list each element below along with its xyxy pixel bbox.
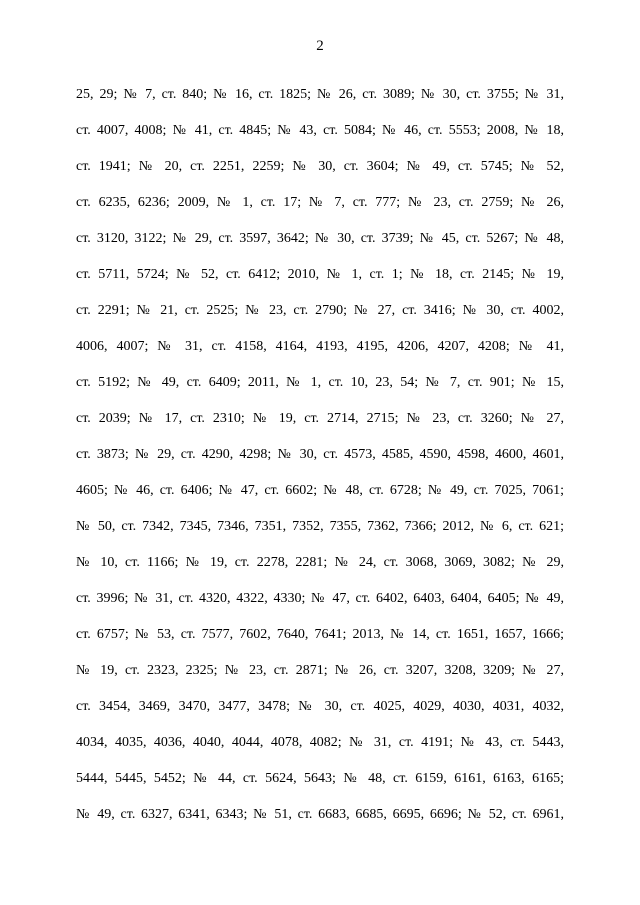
text-line: 4034, 4035, 4036, 4040, 4044, 4078, 4082; № 31, ст. 4191; № 43, ст. 5443, (76, 735, 564, 750)
text-line: № 19, ст. 2323, 2325; № 23, ст. 2871; № 26, ст. 3207, 3208, 3209; № 27, (76, 663, 564, 678)
body-text (76, 77, 564, 833)
text-line: 4605; № 46, ст. 6406; № 47, ст. 6602; № 48, ст. 6728; № 49, ст. 7025, 7061; (76, 483, 564, 498)
text-line: ст. 1941; № 20, ст. 2251, 2259; № 30, ст. 3604; № 49, ст. 5745; № 52, (76, 159, 564, 174)
text-line: ст. 2039; № 17, ст. 2310; № 19, ст. 2714, 2715; № 23, ст. 3260; № 27, (76, 411, 564, 426)
text-line: ст. 3120, 3122; № 29, ст. 3597, 3642; № 30, ст. 3739; № 45, ст. 5267; № 48, (76, 231, 564, 246)
page-number: 2 (316, 38, 324, 54)
text-line: 4006, 4007; № 31, ст. 4158, 4164, 4193, 4195, 4206, 4207, 4208; № 41, (76, 339, 564, 354)
text-line: ст. 6235, 6236; 2009, № 1, ст. 17; № 7, ст. 777; № 23, ст. 2759; № 26, (76, 195, 564, 210)
text-line: № 10, ст. 1166; № 19, ст. 2278, 2281; № 24, ст. 3068, 3069, 3082; № 29, (76, 555, 564, 570)
text-line: ст. 2291; № 21, ст. 2525; № 23, ст. 2790; № 27, ст. 3416; № 30, ст. 4002, (76, 303, 564, 318)
text-line: № 49, ст. 6327, 6341, 6343; № 51, ст. 6683, 6685, 6695, 6696; № 52, ст. 6961, (76, 807, 564, 822)
text-line: ст. 5711, 5724; № 52, ст. 6412; 2010, № 1, ст. 1; № 18, ст. 2145; № 19, (76, 267, 564, 282)
text-line: 25, 29; № 7, ст. 840; № 16, ст. 1825; № 26, ст. 3089; № 30, ст. 3755; № 31, (76, 87, 564, 102)
text-line: ст. 6757; № 53, ст. 7577, 7602, 7640, 7641; 2013, № 14, ст. 1651, 1657, 1666; (76, 627, 564, 642)
text-line: ст. 3996; № 31, ст. 4320, 4322, 4330; № 47, ст. 6402, 6403, 6404, 6405; № 49, (76, 591, 564, 606)
text-line: ст. 3454, 3469, 3470, 3477, 3478; № 30, ст. 4025, 4029, 4030, 4031, 4032, (76, 699, 564, 714)
text-line: ст. 5192; № 49, ст. 6409; 2011, № 1, ст. 10, 23, 54; № 7, ст. 901; № 15, (76, 375, 564, 390)
text-line: ст. 3873; № 29, ст. 4290, 4298; № 30, ст. 4573, 4585, 4590, 4598, 4600, 4601, (76, 447, 564, 462)
text-line: ст. 4007, 4008; № 41, ст. 4845; № 43, ст. 5084; № 46, ст. 5553; 2008, № 18, (76, 123, 564, 138)
text-line: 5444, 5445, 5452; № 44, ст. 5624, 5643; № 48, ст. 6159, 6161, 6163, 6165; (76, 771, 564, 786)
text-line: № 50, ст. 7342, 7345, 7346, 7351, 7352, 7355, 7362, 7366; 2012, № 6, ст. 621; (76, 519, 564, 534)
